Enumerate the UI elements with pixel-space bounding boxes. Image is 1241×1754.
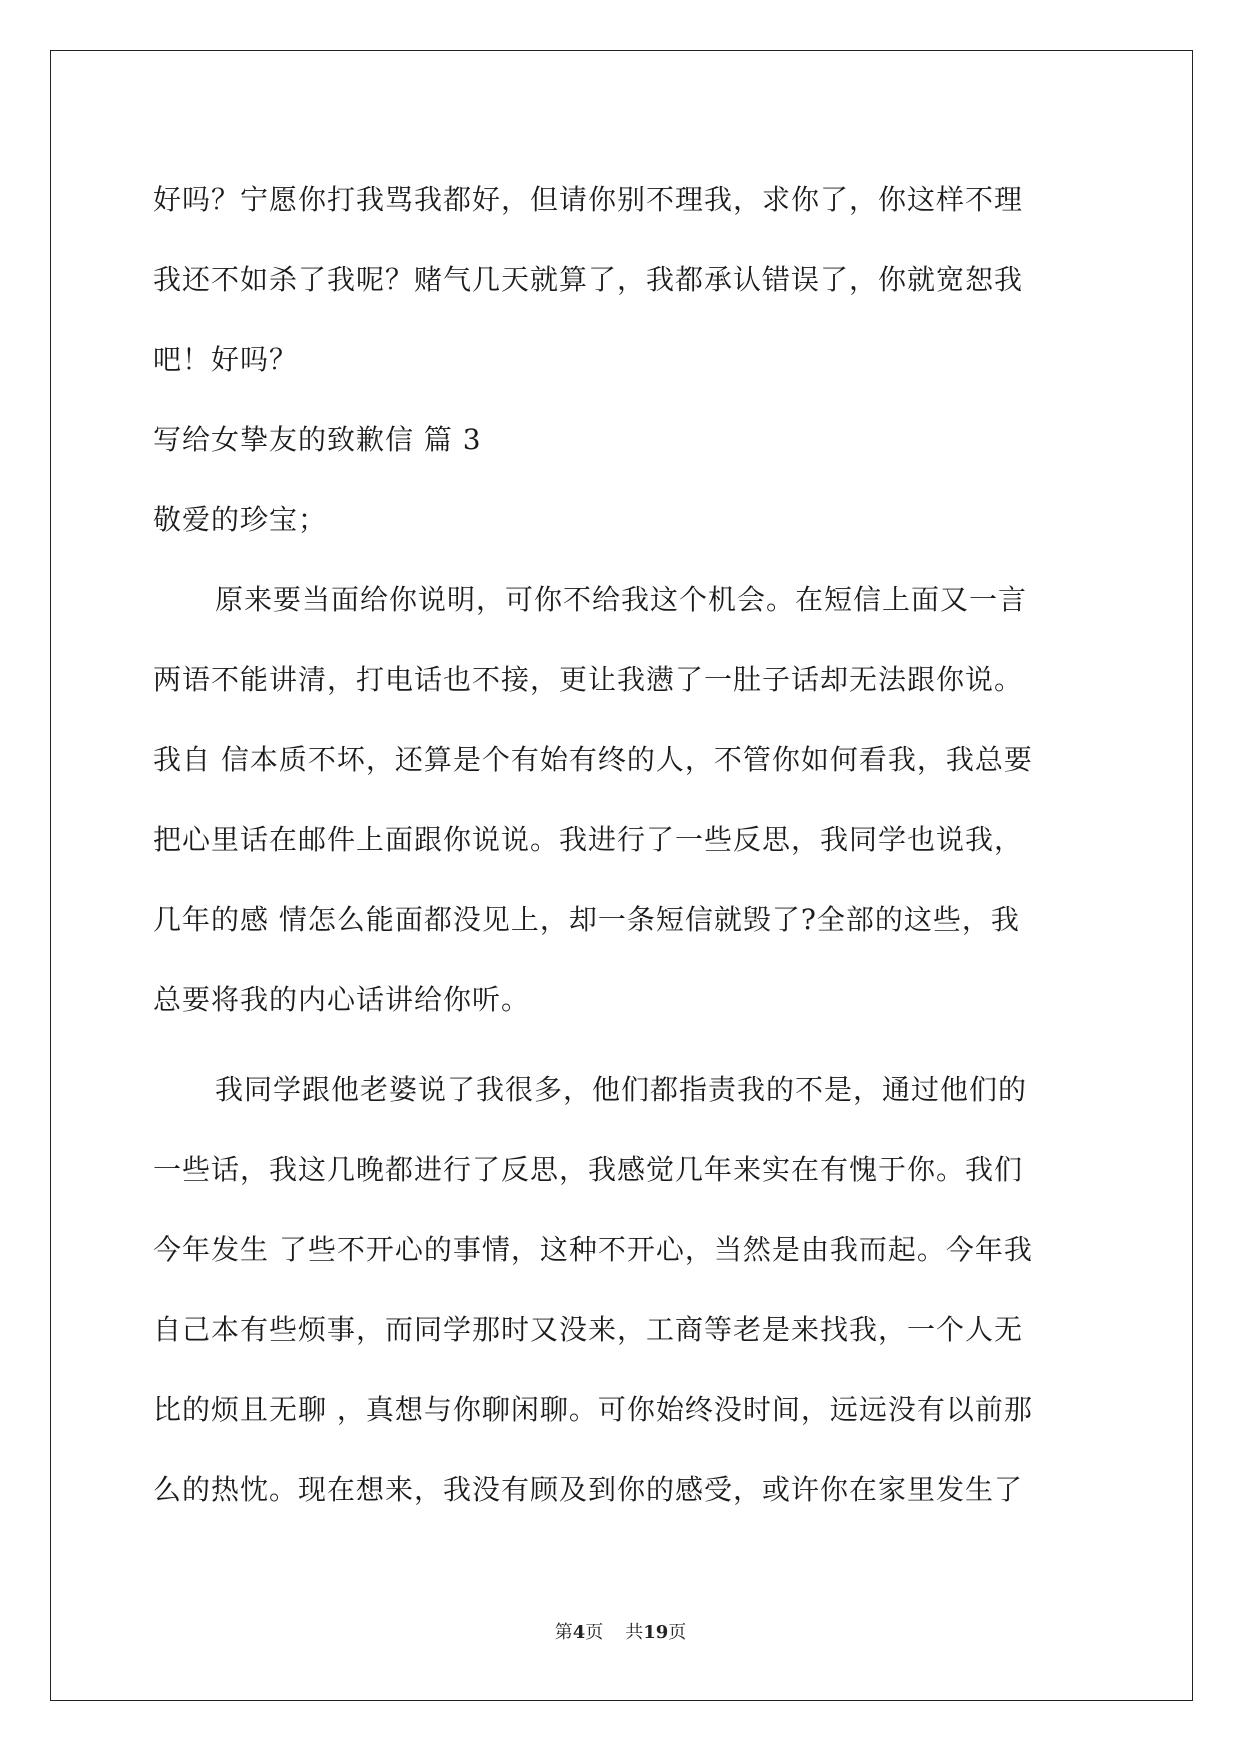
text-line: 自己本有些烦事，而同学那时又没来，工商等老是来找我，一个人无 xyxy=(153,1313,1024,1346)
footer-total-suffix: 页 xyxy=(668,1622,687,1643)
page-footer xyxy=(0,1618,1241,1644)
text-line: 总要将我的内心话讲给你听。 xyxy=(153,983,531,1016)
text-line: 比的烦且无聊 ，真想与你聊闲聊。可你始终没时间，远远没有以前那 xyxy=(153,1393,1033,1426)
text-line: 好吗？宁愿你打我骂我都好，但请你别不理我，求你了，你这样不理 xyxy=(153,183,1024,216)
document-body xyxy=(153,160,1093,1530)
footer-prefix: 第 xyxy=(554,1622,573,1643)
text-line: 吧！好吗？ xyxy=(153,343,299,376)
text-line: 我自 信本质不坏，还算是个有始有终的人，不管你如何看我，我总要 xyxy=(153,743,1033,776)
paragraph-start: 原来要当面给你说明，可你不给我这个机会。在短信上面又一言 xyxy=(215,583,1028,616)
text-line: 我还不如杀了我呢？赌气几天就算了，我都承认错误了，你就宽恕我 xyxy=(153,263,1024,296)
salutation: 敬爱的珍宝； xyxy=(153,503,328,536)
footer-total-prefix: 共 xyxy=(625,1622,644,1643)
paragraph-start: 我同学跟他老婆说了我很多，他们都指责我的不是，通过他们的 xyxy=(215,1073,1028,1106)
text-line: 今年发生 了些不开心的事情，这种不开心，当然是由我而起。今年我 xyxy=(153,1233,1033,1266)
text-line: 把心里话在邮件上面跟你说说。我进行了一些反思，我同学也说我， xyxy=(153,823,1024,856)
text-line: 两语不能讲清，打电话也不接，更让我懑了一肚子话却无法跟你说。 xyxy=(153,663,1024,696)
total-pages: 19 xyxy=(643,1622,669,1643)
page-number: 4 xyxy=(572,1622,586,1643)
footer-page-suffix: 页 xyxy=(585,1622,604,1643)
text-line: 一些话，我这几晚都进行了反思，我感觉几年来实在有愧于你。我们 xyxy=(153,1153,1024,1186)
text-line: 么的热忱。现在想来，我没有顾及到你的感受，或许你在家里发生了 xyxy=(153,1473,1024,1506)
text-line: 几年的感 情怎么能面都没见上，却一条短信就毁了?全部的这些，我 xyxy=(153,903,1020,936)
section-heading: 写给女挚友的致歉信 篇 3 xyxy=(153,423,482,456)
